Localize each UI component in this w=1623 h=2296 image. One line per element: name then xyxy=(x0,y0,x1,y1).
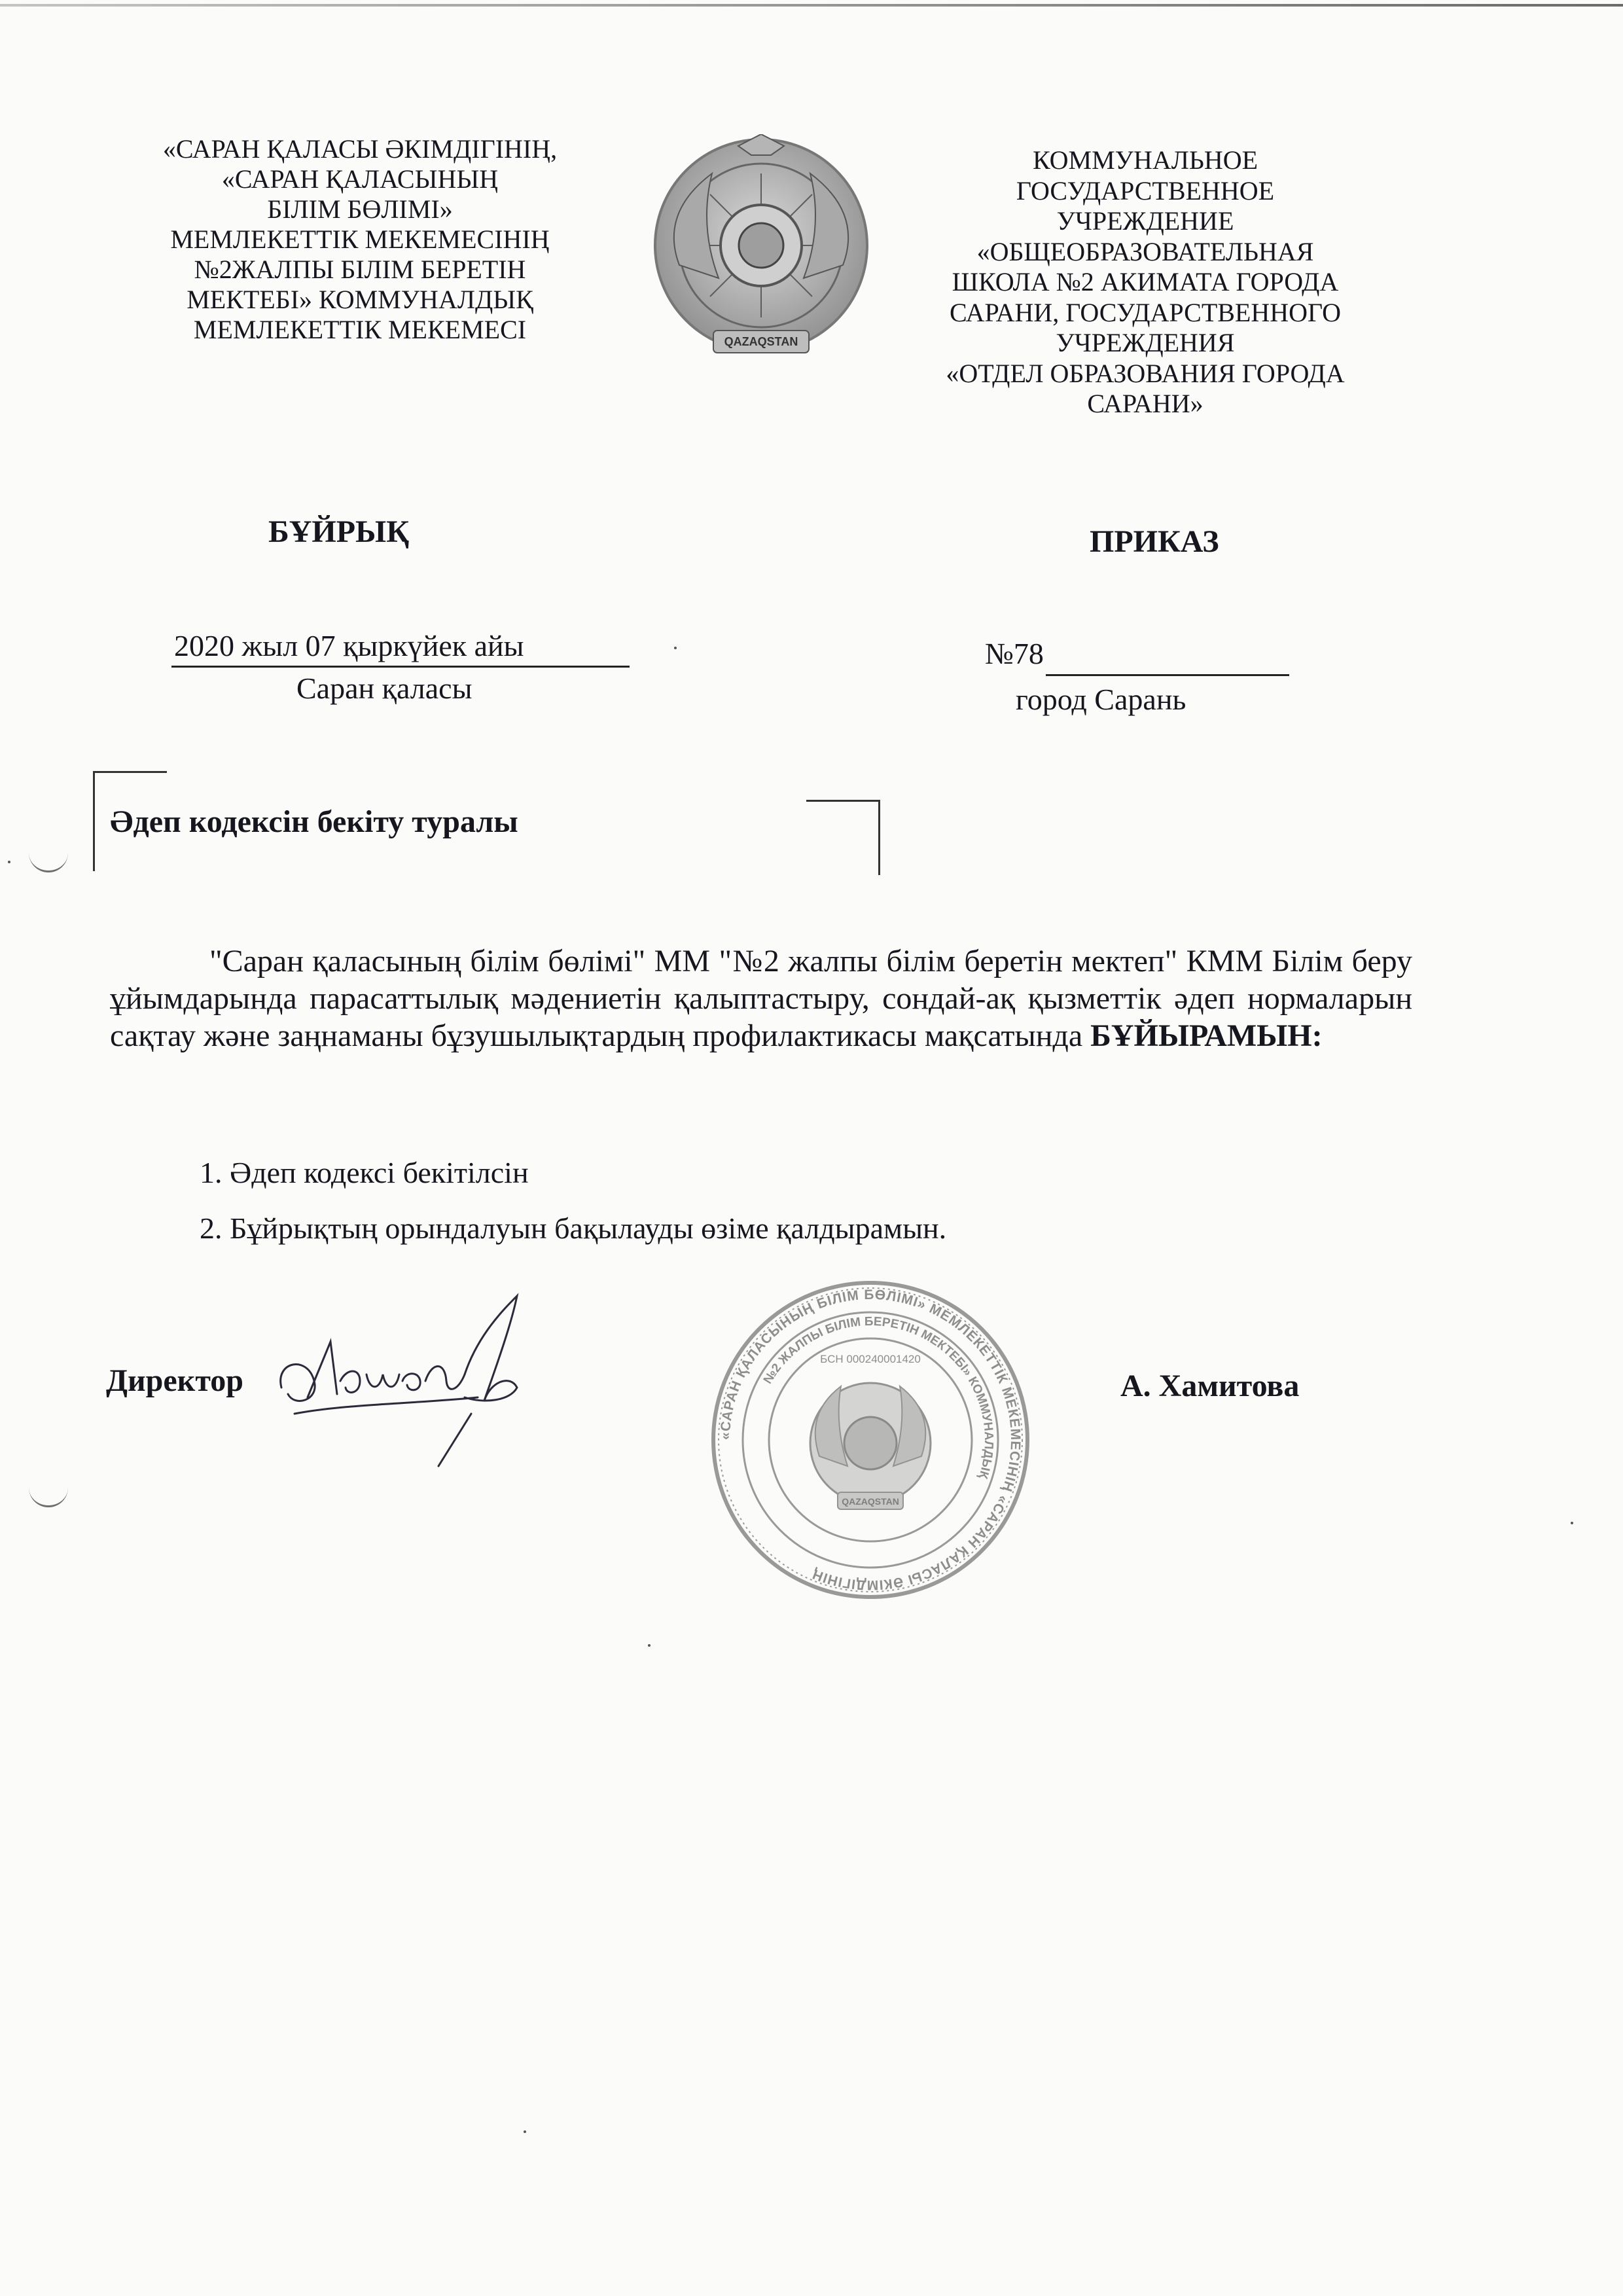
scan-speck xyxy=(674,647,677,649)
ru-header-line: САРАНИ, ГОСУДАРСТВЕННОГО xyxy=(949,297,1342,327)
ru-header-line: «ОТДЕЛ ОБРАЗОВАНИЯ ГОРОДА xyxy=(946,358,1345,388)
kz-date-underline xyxy=(171,666,630,668)
scan-edge-line xyxy=(0,4,1623,7)
ru-header-line: УЧРЕЖДЕНИЕ xyxy=(1056,206,1234,236)
ru-header-line: КОММУНАЛЬНОЕ xyxy=(1032,145,1258,175)
order-body-paragraph xyxy=(110,942,1412,1054)
kz-city: Саран қаласы xyxy=(296,672,473,705)
subject-bracket-right xyxy=(806,800,880,875)
kz-header-line: «САРАН ҚАЛАСЫНЫҢ xyxy=(221,164,499,194)
ru-city: город Сарань xyxy=(1016,683,1186,716)
order-number-underline xyxy=(1046,674,1289,676)
order-item: 2. Бұйрықтың орындалуын бақылауды өзіме қалдырамын. xyxy=(200,1211,947,1245)
stamp-center-text: QAZAQSTAN xyxy=(842,1496,899,1507)
ru-header-line: ШКОЛА №2 АКИМАТА ГОРОДА xyxy=(952,267,1339,296)
command-word: БҰЙЫРАМЫН: xyxy=(1090,1018,1323,1053)
ru-institution-header xyxy=(877,145,1414,420)
kz-header-line: МЕМЛЕКЕТТІК МЕКЕМЕСІНІҢ xyxy=(170,224,550,254)
signatory-name: А. Хамитова xyxy=(1120,1369,1300,1403)
handwritten-signature xyxy=(268,1283,563,1473)
order-subject: Әдеп кодексін бекіту туралы xyxy=(110,804,518,839)
kz-header-line: №2ЖАЛПЫ БІЛІМ БЕРЕТІН xyxy=(194,255,526,284)
body-text: "Саран қаласының білім бөлімі" ММ "№2 жалпы білім беретін мектеп" КММ Білім беру ұйымдарында парасаттылық мәдениетін қалыптастыру, сондай-ақ қызметтік әдеп нормаларын сақтау және заңнаманы бұзушылықтардың профилактикасы мақсатында xyxy=(110,944,1412,1053)
stamp-bin: БСН 000240001420 xyxy=(820,1353,921,1365)
stamp-outer-text: «САРАН ҚАЛАСЫНЫҢ БІЛІМ БӨЛІМІ» МЕМЛЕКЕТТІК МЕКЕМЕСІНІҢ «САРАН ҚАЛАСЫ ӘКІМДІГІНІҢ xyxy=(717,1287,1024,1593)
kz-institution-header xyxy=(98,134,622,345)
kz-header-line: «САРАН ҚАЛАСЫ ӘКІМДІГІНІҢ, xyxy=(162,134,558,164)
signatory-position: Директор xyxy=(106,1363,243,1398)
emblem-caption: QAZAQSTAN xyxy=(724,335,798,348)
ru-header-line: ГОСУДАРСТВЕННОЕ xyxy=(1016,175,1275,206)
scan-speck xyxy=(648,1644,651,1647)
official-round-stamp xyxy=(707,1276,1034,1604)
order-number: №78 xyxy=(985,637,1044,670)
ru-header-line: «ОБЩЕОБРАЗОВАТЕЛЬНАЯ xyxy=(976,236,1314,266)
kz-document-title: БҰЙРЫҚ xyxy=(268,514,409,549)
ru-document-title: ПРИКАЗ xyxy=(1090,524,1219,559)
punch-hole-mark xyxy=(29,851,68,872)
ru-header-line: УЧРЕЖДЕНИЯ xyxy=(1056,328,1235,357)
scan-speck xyxy=(1571,1522,1573,1524)
stamp-inner-text: №2 ЖАЛПЫ БІЛІМ БЕРЕТІН МЕКТЕБІ» КОММУНАЛДЫҚ xyxy=(760,1314,996,1480)
punch-hole-mark xyxy=(29,1486,68,1507)
order-item: 1. Әдеп кодексі бекітілсін xyxy=(200,1156,529,1189)
kz-header-line: БІЛІМ БӨЛІМІ» xyxy=(267,194,453,224)
scan-speck xyxy=(524,2130,526,2133)
scan-speck xyxy=(8,861,10,863)
kz-header-line: МЕМЛЕКЕТТІК МЕКЕМЕСІ xyxy=(193,315,527,344)
kz-date: 2020 жыл 07 қыркүйек айы xyxy=(174,629,524,662)
ru-header-line: САРАНИ» xyxy=(1087,389,1204,418)
kz-header-line: МЕКТЕБІ» КОММУНАЛДЫҚ xyxy=(187,285,533,314)
state-emblem-icon xyxy=(640,134,882,370)
